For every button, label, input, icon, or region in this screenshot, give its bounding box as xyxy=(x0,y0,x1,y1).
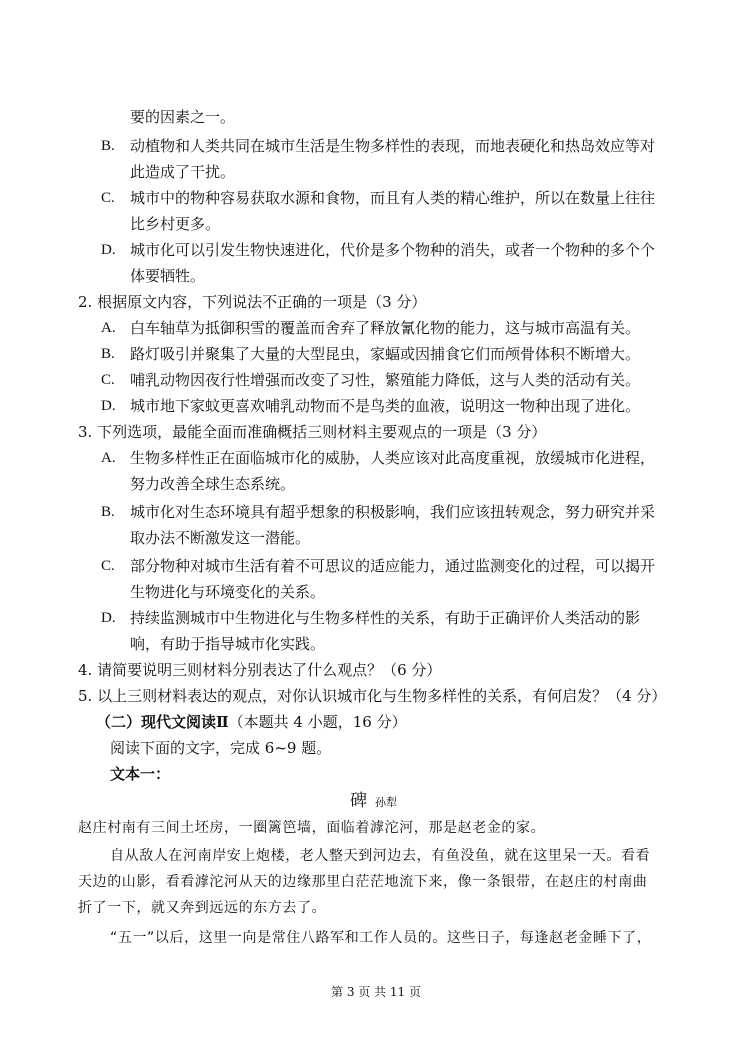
section-title: （二）现代文阅读Ⅱ xyxy=(96,713,229,731)
story-author: 孙犁 xyxy=(375,796,397,809)
q2-option-c-letter: C. xyxy=(101,372,115,388)
page-number: 第 3 页 共 11 页 xyxy=(331,985,421,999)
story-title: 碑 xyxy=(350,791,367,811)
section-note: （本题共 4 小题，16 分） xyxy=(228,713,407,731)
story-paragraph-1: 赵庄村南有三间土坯房，一圈篱笆墙，面临着滹沱河，那是赵老金的家。 xyxy=(78,820,546,836)
story-paragraph-2-line3: 折了一下，就又奔到远远的东方去了。 xyxy=(78,900,327,916)
q3-option-c-line1: 部分物种对城市生活有着不可思议的适应能力，通过监测变化的过程，可以揭开 xyxy=(130,557,656,575)
story-paragraph-2-line1: 自从敌人在河南岸安上炮楼，老人整天到河边去，有鱼没鱼，就在这里呆一天。看看 xyxy=(110,848,651,864)
q2-option-b-letter: B. xyxy=(101,346,115,362)
q3-option-a-letter: A. xyxy=(101,450,116,466)
q2-stem: 2. 根据原文内容，下列说法不正确的一项是（3 分） xyxy=(78,293,427,311)
q3-option-c-letter: C. xyxy=(101,558,115,574)
q2-option-d: 城市地下家蚊更喜欢哺乳动物而不是鸟类的血液，说明这一物种出现了进化。 xyxy=(130,397,641,415)
q3-option-b-letter: B. xyxy=(101,504,115,520)
q3-option-d-line1: 持续监测城市中生物进化与生物多样性的关系，有助于正确评价人类活动的影 xyxy=(130,609,641,627)
q1-option-b-line2: 此造成了干扰。 xyxy=(130,163,236,181)
story-paragraph-3-line1: “五一”以后，这里一向是常住八路军和工作人员的。这些日子，每逢赵老金睡下了， xyxy=(110,930,652,946)
q3-option-d-line2: 响，有助于指导城市化实践。 xyxy=(130,635,326,653)
q1-option-b-letter: B. xyxy=(101,138,115,154)
q2-option-d-letter: D. xyxy=(101,398,116,414)
text-one-label: 文本一： xyxy=(110,765,171,783)
q1-option-b-line1: 动植物和人类共同在城市生活是生物多样性的表现，而地表硬化和热岛效应等对 xyxy=(130,137,656,155)
q2-option-b: 路灯吸引并聚集了大量的大型昆虫，家蝠或因捕食它们而颅骨体积不断增大。 xyxy=(130,345,641,363)
q1-option-c-letter: C. xyxy=(101,190,115,206)
q2-option-a-letter: A. xyxy=(101,320,116,336)
story-paragraph-2-line2: 天边的山影，看看滹沱河从天的边缘那里白茫茫地流下来，像一条银带，在赵庄的村南曲 xyxy=(78,874,648,890)
reading-instruction: 阅读下面的文字，完成 6~9 题。 xyxy=(110,739,332,757)
section-heading xyxy=(96,712,407,732)
q2-option-a: 白车轴草为抵御积雪的覆盖而舍弃了释放氰化物的能力，这与城市高温有关。 xyxy=(130,319,641,337)
q5-stem: 5. 以上三则材料表达的观点，对你认识城市化与生物多样性的关系，有何启发？（4 分） xyxy=(78,687,667,705)
q3-option-a-line2: 努力改善全球生态系统。 xyxy=(130,475,296,493)
q1-option-d-line2: 体要牺牲。 xyxy=(130,267,206,285)
q1-option-d-letter: D. xyxy=(101,242,116,258)
q3-option-b-line1: 城市化对生态环境具有超乎想象的积极影响，我们应该扭转观念，努力研究并采 xyxy=(130,503,656,521)
q4-stem: 4. 请简要说明三则材料分别表达了什么观点？（6 分） xyxy=(78,661,442,679)
q3-option-a-line1: 生物多样性正在面临城市化的威胁，人类应该对此高度重视，放缓城市化进程， xyxy=(130,449,656,467)
q1-option-c-line1: 城市中的物种容易获取水源和食物，而且有人类的精心维护，所以在数量上往往 xyxy=(130,189,656,207)
q3-option-d-letter: D. xyxy=(101,610,116,626)
q1-option-a-continuation: 要的因素之一。 xyxy=(130,108,236,126)
q3-option-c-line2: 生物进化与环境变化的关系。 xyxy=(130,583,326,601)
q2-option-c: 哺乳动物因夜行性增强而改变了习性，繁殖能力降低，这与人类的活动有关。 xyxy=(130,371,641,389)
q1-option-c-line2: 比乡村更多。 xyxy=(130,215,221,233)
q3-stem: 3. 下列选项，最能全面而准确概括三则材料主要观点的一项是（3 分） xyxy=(78,423,547,441)
story-title-line xyxy=(350,790,397,814)
q1-option-d-line1: 城市化可以引发生物快速进化，代价是多个物种的消失，或者一个物种的多个个 xyxy=(130,241,656,259)
q3-option-b-line2: 取办法不断激发这一潜能。 xyxy=(130,529,311,547)
